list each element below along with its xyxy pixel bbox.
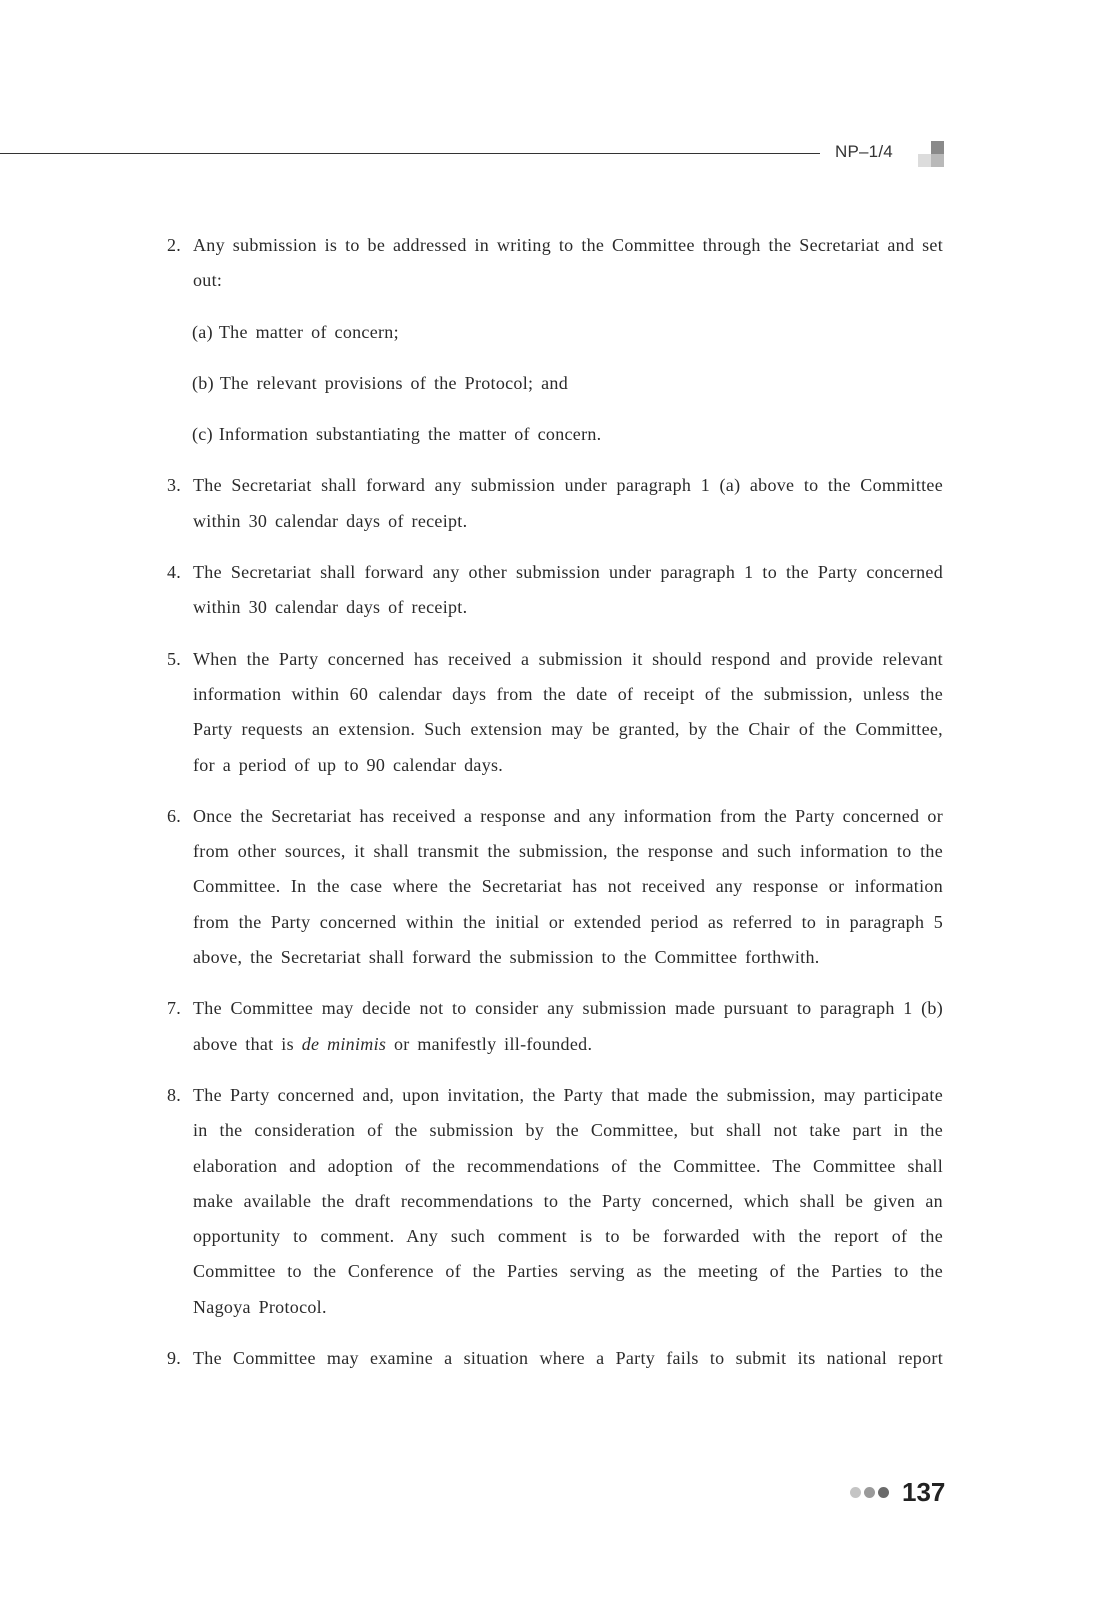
paragraph-9 <box>167 1341 943 1376</box>
paragraph-text: Any submission is to be addressed in writing to the Committee through the Secretariat and set out: <box>193 235 943 291</box>
paragraph-7 <box>167 991 943 1062</box>
paragraph-text: The Secretariat shall forward any submission under paragraph 1 (a) above to the Committee within 30 calendar days of receipt. <box>193 475 943 531</box>
paragraph-number: 5. <box>167 648 182 669</box>
paragraph-number: 4. <box>167 562 182 583</box>
subitem-text: Information substantiating the matter of concern. <box>218 424 602 445</box>
paragraph-6 <box>167 799 943 975</box>
paragraph-text: When the Party concerned has received a submission it should respond and provide relevant information within 60 calendar days from the date of receipt of the submission, unless the Party requests an extension. Such extension may be granted, by the Chair of the Committee, for a period of up to 90 calendar days. <box>193 648 943 775</box>
subitem-text: The relevant provisions of the Protocol; and <box>219 372 569 393</box>
paragraph-text: Once the Secretariat has received a response and any information from the Party concerned or from other sources, it shall transmit the submission, the response and such information to the Committee. In the case where the Secretariat has not received any response or information from the Party concerned within the initial or extended period as referred to in paragraph 5 above, the Secretariat shall forward the submission to the Committee forthwith. <box>193 805 943 968</box>
footer-dot-icon <box>850 1487 861 1498</box>
subitem-label: (c) <box>192 424 213 445</box>
paragraph-text: The Committee may examine a situation where a Party fails to submit its national report <box>193 1348 943 1369</box>
paragraph-3 <box>167 468 943 539</box>
paragraph-text: The Secretariat shall forward any other submission under paragraph 1 to the Party concerned within 30 calendar days of receipt. <box>193 562 943 618</box>
paragraph-8 <box>167 1078 943 1325</box>
paragraph-2 <box>167 228 943 299</box>
paragraph-5 <box>167 642 943 783</box>
mark-square-bottom-right <box>931 154 944 167</box>
paragraph-number: 8. <box>167 1084 182 1105</box>
paragraph-text-part: The Committee may decide not to consider any submission made pursuant to paragraph 1 (b) above that is <box>193 998 943 1054</box>
subitem-label: (b) <box>192 372 214 393</box>
page-footer <box>850 1477 945 1508</box>
paragraph-number: 3. <box>167 475 182 496</box>
header-rule <box>0 153 820 154</box>
footer-dot-icon <box>864 1487 875 1498</box>
italic-term: de minimis <box>301 1033 387 1054</box>
paragraph-text-part: or manifestly ill-founded. <box>386 1033 593 1054</box>
subitem-a <box>167 315 943 350</box>
page-number: 137 <box>902 1477 946 1507</box>
paragraph-number: 9. <box>167 1348 182 1369</box>
subitem-c <box>167 417 943 452</box>
footer-dot-icon <box>878 1487 889 1498</box>
subitem-text: The matter of concern; <box>218 321 399 342</box>
document-body <box>167 228 943 1392</box>
subitem-b <box>167 366 943 401</box>
mark-square-top-right <box>931 141 944 154</box>
paragraph-text: The Party concerned and, upon invitation, the Party that made the submission, may participate in the consideration of the submission by the Committee, but shall not take part in the elaboration and adoption of the recommendations of the Committee. The Committee shall make available the draft recommendations to the Party concerned, which shall be given an opportunity to comment. Any such comment is to be forwarded with the report of the Committee to the Conference of the Parties serving as the meeting of the Parties to the Nagoya Protocol. <box>193 1084 943 1317</box>
document-code: NP–1/4 <box>835 142 893 161</box>
paragraph-number: 7. <box>167 998 182 1019</box>
mark-square-bottom-left <box>918 154 931 167</box>
paragraph-number: 6. <box>167 805 182 826</box>
paragraph-4 <box>167 555 943 626</box>
paragraph-number: 2. <box>167 235 182 255</box>
corner-square-mark-icon <box>918 141 944 167</box>
subitem-label: (a) <box>192 321 213 342</box>
paragraph-text <box>193 991 943 1062</box>
